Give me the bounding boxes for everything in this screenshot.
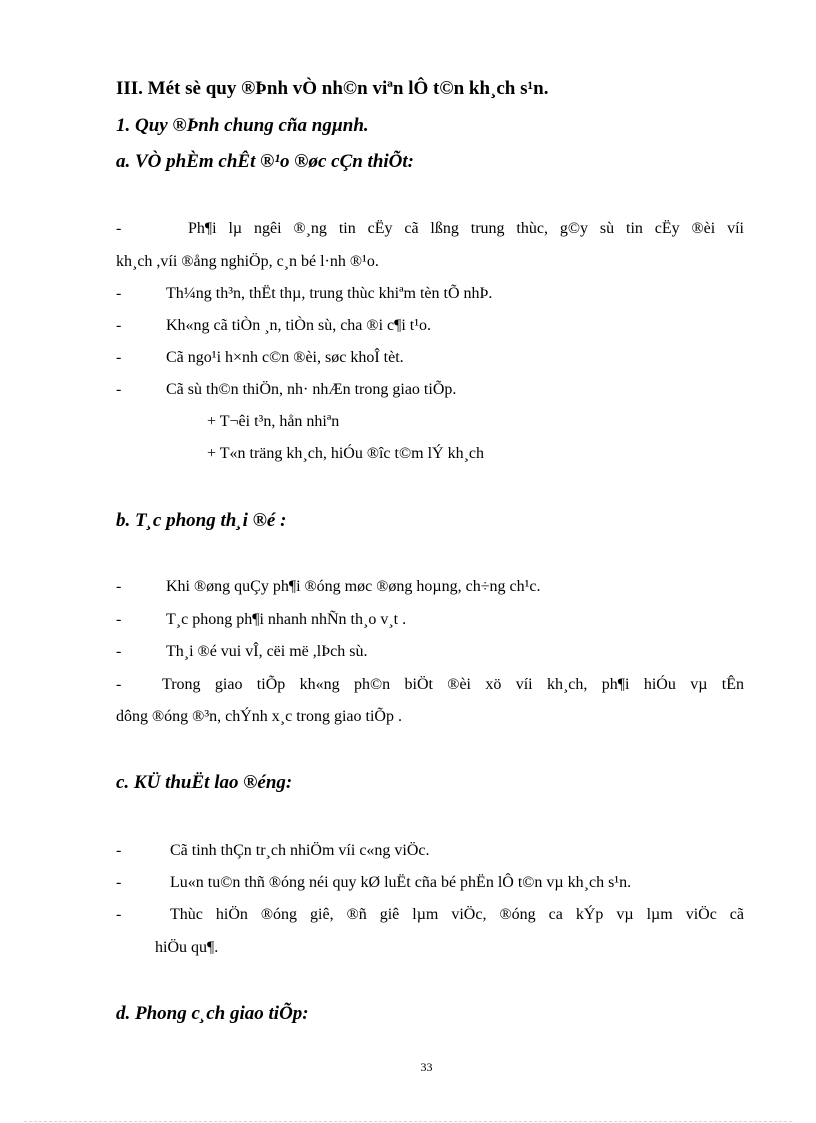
page-number: 33 [420, 1060, 433, 1074]
list-item: Khi ®øng quÇy ph¶i ®óng møc ®øng hoµng, ch÷ng ch¹c. [166, 578, 541, 595]
section-heading: 1. Quy ®Þnh chung cña ngµnh. [116, 115, 369, 136]
bullet-dash: - [116, 611, 122, 628]
bullet-dash: - [116, 578, 122, 595]
subheading-b: b. T¸c phong th¸i ®é : [116, 510, 287, 531]
list-item: Cã tinh thÇn tr¸ch nhiÖm víi c«ng viÖc. [170, 842, 430, 859]
sub-list-item: + T¬êi t³n, hån nhiªn [207, 413, 340, 430]
paragraph-line: Trong giao tiÕp kh«ng ph©n biÖt ®èi xö víi kh¸ch, ph¶i hiÓu vµ tÊn [162, 676, 744, 693]
bullet-dash: - [116, 643, 122, 660]
bullet-dash: - [116, 906, 122, 923]
bullet-dash: - [116, 285, 122, 302]
bullet-dash: - [116, 874, 122, 891]
subheading-c: c. KÜ thuËt lao ®éng: [116, 772, 293, 793]
bullet-dash: - [116, 381, 122, 398]
subheading-a: a. VÒ phÈm chÊt ®¹o ®øc cÇn thiÕt: [116, 151, 415, 172]
paragraph-line: Thùc hiÖn ®óng giê, ®ñ giê lµm viÖc, ®óng ca kÝp vµ lµm viÖc cã [170, 906, 744, 923]
main-heading: III. Mét sè quy ®Þnh vÒ nh©n viªn lÔ t©n kh¸ch s¹n. [116, 78, 549, 99]
sub-list-item: + T«n träng kh¸ch, hiÓu ®îc t©m lÝ kh¸ch [207, 445, 484, 462]
list-item: Th¸i ®é vui vÎ, cëi më ,lÞch sù. [166, 643, 368, 660]
page-bottom-divider [24, 1121, 792, 1122]
paragraph-line: dông ®óng ®³n, chÝnh x¸c trong giao tiÕp . [116, 708, 402, 725]
list-item: Lu«n tu©n thñ ®óng néi quy kØ luËt cña bé phËn lÔ t©n vµ kh¸ch s¹n. [170, 874, 632, 891]
bullet-dash: - [116, 842, 122, 859]
bullet-dash: - [116, 349, 122, 366]
bullet-dash: - [116, 220, 122, 237]
list-item: Kh«ng cã tiÒn ¸n, tiÒn sù, cha ®i c¶i t¹o. [166, 317, 432, 334]
paragraph-line: kh¸ch ,víi ®ång nghiÖp, c¸n bé l·nh ®¹o. [116, 253, 379, 270]
list-item: Cã ngo¹i h×nh c©n ®èi, søc khoÎ tèt. [166, 349, 404, 366]
subheading-d: d. Phong c¸ch giao tiÕp: [116, 1003, 309, 1024]
list-item: Cã sù th©n thiÖn, nh· nhÆn trong giao tiÕp. [166, 381, 457, 398]
bullet-dash: - [116, 317, 122, 334]
list-item: T¸c phong ph¶i nhanh nhÑn th¸o v¸t . [166, 611, 407, 628]
list-item: Th¼ng th³n, thËt thµ, trung thùc khiªm tèn tÕ nhÞ. [166, 285, 493, 302]
paragraph-line: hiÖu qu¶. [155, 939, 219, 956]
paragraph-line: Ph¶i lµ ngêi ®¸ng tin cËy cã lßng trung thùc, g©y sù tin cËy ®èi víi [188, 220, 744, 237]
bullet-dash: - [116, 676, 122, 693]
